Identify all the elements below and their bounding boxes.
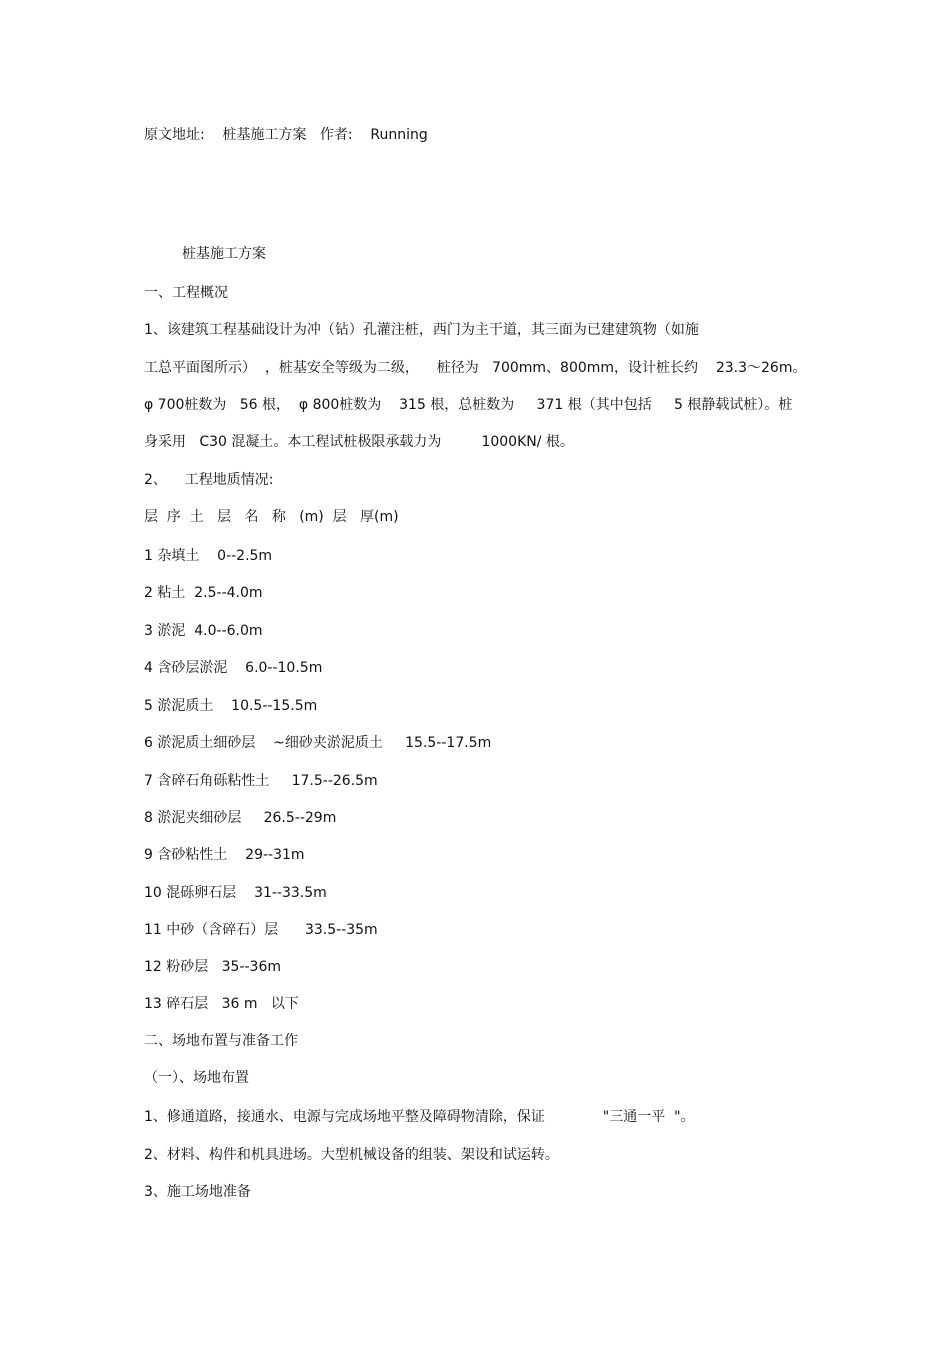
paragraph-line: 身采用 C30 混凝土。本工程试桩极限承载力为 1000KN/ 根。 [144,434,574,450]
list-item: 8 淤泥夹细砂层 26.5--29m [144,810,337,826]
list-item: 7 含碎石角砾粘性土 17.5--26.5m [144,773,378,789]
document-title: 桩基施工方案 [182,246,266,262]
section-heading: 一、工程概况 [144,285,228,301]
list-item: 3 淤泥 4.0--6.0m [144,623,263,639]
paragraph-line: 工总平面图所示） ，桩基安全等级为二级， 桩径为 700mm、800mm，设计桩长约 23.3～26m。 [144,360,807,376]
list-item: 2 粘土 2.5--4.0m [144,585,263,601]
paragraph-line: 1、该建筑工程基础设计为冲（钻）孔灌注桩，西门为主干道，其三面为已建建筑物（如施 [144,322,699,338]
list-item: 10 混砾卵石层 31--33.5m [144,885,327,901]
source-line: 原文地址: 桩基施工方案 作者: Running [144,127,428,143]
paragraph-line: 3、施工场地准备 [144,1184,251,1200]
paragraph-line: 2、材料、构件和机具进场。大型机械设备的组装、架设和试运转。 [144,1147,559,1163]
list-item: 6 淤泥质土细砂层 ~细砂夹淤泥质土 15.5--17.5m [144,735,492,751]
subsection-heading: 2、 工程地质情况: [144,472,274,488]
subsection-heading: （一）、场地布置 [144,1070,249,1086]
list-item: 4 含砂层淤泥 6.0--10.5m [144,660,323,676]
paragraph-line: φ 700桩数为 56 根， φ 800桩数为 315 根，总桩数为 371 根（其中包括 5 根静载试桩）。桩 [144,397,793,413]
table-header: 层 序 土 层 名 称 (m) 层 厚(m) [144,509,399,525]
list-item: 5 淤泥质土 10.5--15.5m [144,698,318,714]
list-item: 13 碎石层 36 m 以下 [144,996,299,1012]
paragraph-line: 1、修通道路，接通水、电源与完成场地平整及障碍物清除，保证 "三通一平 "。 [144,1109,695,1125]
list-item: 12 粉砂层 35--36m [144,959,281,975]
list-item: 1 杂填土 0--2.5m [144,548,273,564]
list-item: 11 中砂（含碎石）层 33.5--35m [144,922,378,938]
section-heading: 二、场地布置与准备工作 [144,1033,298,1049]
list-item: 9 含砂粘性土 29--31m [144,847,305,863]
